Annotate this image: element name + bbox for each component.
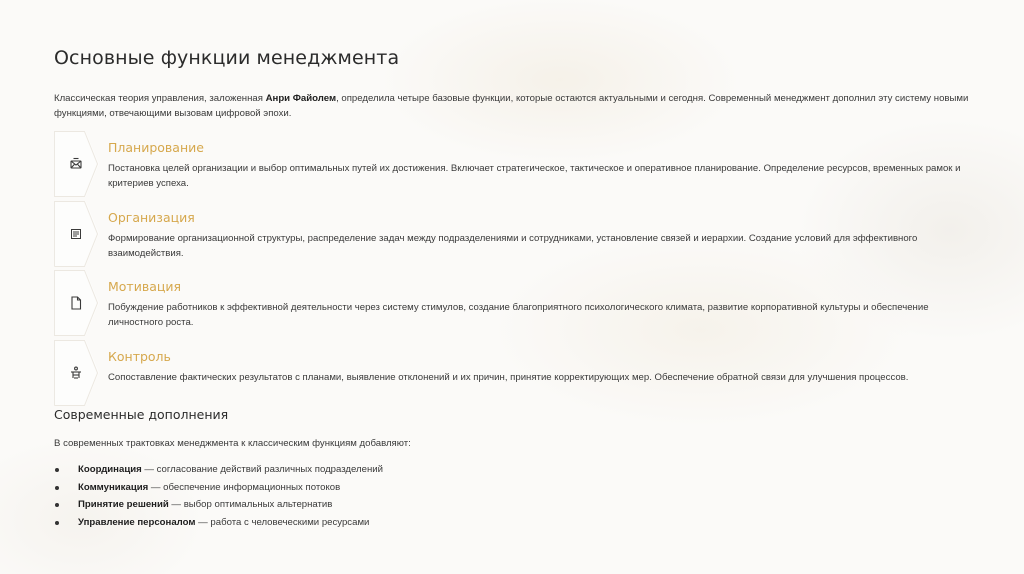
- document-icon: [68, 295, 84, 311]
- list-item-term: Коммуникация: [78, 481, 149, 493]
- function-description: Постановка целей организации и выбор оптимальных путей их достижения. Включает стратегическое, тактическое и оперативное планирование. Определение ресурсов, временных рамок и критериев успеха.: [108, 163, 961, 189]
- bullet-icon: [55, 486, 59, 490]
- function-description: Побуждение работников к эффективной деятельности через систему стимулов, создание благоприятного психологического климата, развитие корпоративной культуры и обеспечение личностного роста.: [108, 302, 929, 328]
- page-title: Основные функции менеджмента: [54, 47, 400, 69]
- intro-text-after: , определила четыре базовые функции, которые остаются актуальными и сегодня. Современный менеджмент дополнил эту систему новыми функциями, отвечающими вызовам цифровой эпохи.: [54, 93, 969, 119]
- bullet-icon: [55, 521, 59, 525]
- additions-heading: Современные дополнения: [54, 407, 229, 422]
- bullet-icon: [55, 503, 59, 507]
- function-organization: [54, 201, 974, 271]
- function-description: Формирование организационной структуры, распределение задач между подразделениями и сотрудниками, установление связей и иерархии. Создание условий для эффективного взаимодействия.: [108, 232, 918, 259]
- organization-icon: [68, 226, 84, 242]
- function-title: Контроль: [108, 348, 171, 364]
- list-item-term: Управление персоналом: [78, 516, 196, 528]
- intro-text-before: Классическая теория управления, заложенная: [54, 93, 266, 104]
- function-title: Мотивация: [108, 279, 182, 294]
- functions-list: [54, 131, 974, 409]
- control-icon: [68, 365, 84, 381]
- intro-paragraph: [54, 91, 974, 121]
- intro-name: Анри Файолем: [265, 93, 337, 104]
- list-item: [54, 479, 383, 497]
- list-item-term: Координация: [78, 464, 142, 475]
- planning-icon: [68, 156, 84, 172]
- list-item-text: — выбор оптимальных альтернатив: [168, 499, 333, 511]
- list-item-text: — работа с человеческими ресурсами: [195, 516, 370, 528]
- list-item: [54, 461, 383, 479]
- additions-list: [54, 461, 383, 531]
- function-title: Планирование: [108, 140, 204, 155]
- function-motivation: [54, 270, 974, 340]
- function-control: [54, 340, 974, 410]
- bullet-icon: [55, 468, 59, 472]
- function-planning: [54, 131, 974, 201]
- list-item-text: — обеспечение информационных потоков: [148, 481, 341, 493]
- function-description: Сопоставление фактических результатов с планами, выявление отклонений и их причин, принятие корректирующих мер. Обеспечение обратной связи для улучшения процессов.: [108, 371, 909, 383]
- function-title: Организация: [108, 209, 195, 225]
- list-item: [54, 496, 383, 514]
- list-item-text: — согласование действий различных подразделений: [141, 464, 383, 475]
- additions-intro: В современных трактовках менеджмента к классическим функциям добавляют:: [54, 438, 411, 449]
- list-item: [54, 514, 383, 532]
- list-item-term: Принятие решений: [78, 499, 169, 511]
